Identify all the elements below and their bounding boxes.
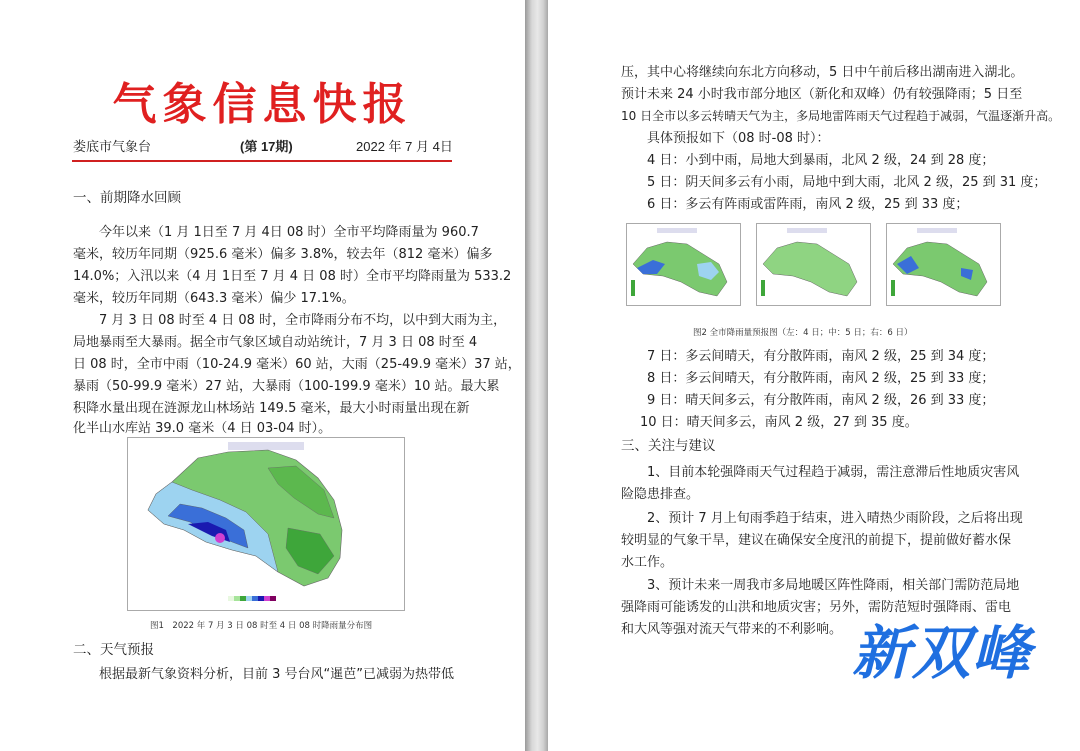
forecast-map-day4 xyxy=(626,223,741,306)
paragraph-line: 强降雨可能诱发的山洪和地质灾害；另外，需防范短时强降雨、雷电 xyxy=(621,600,1012,615)
paragraph-line: 根据最新气象资料分析，目前 3 号台风“暹芭”已减弱为热带低 xyxy=(99,667,455,682)
section3-heading: 三、关注与建议 xyxy=(621,438,716,454)
forecast-line: 6 日：多云有阵雨或雷阵雨，南风 2 级，25 到 33 度； xyxy=(647,197,969,212)
paragraph-line: 今年以来（1 月 1日至 7 月 4日 08 时）全市平均降雨量为 960.7 xyxy=(99,225,479,240)
forecast-line: 8 日：多云间晴天，有分散阵雨，南风 2 级，25 到 33 度； xyxy=(647,371,995,386)
paragraph-line: 日 08 时，全市中雨（10-24.9 毫米）60 站，大雨（25-49.9 毫米）37 站， xyxy=(73,357,521,372)
forecast-line: 7 日：多云间晴天，有分散阵雨，南风 2 级，25 到 34 度； xyxy=(647,349,995,364)
paragraph-line: 具体预报如下（08 时-08 时）： xyxy=(647,131,830,146)
paragraph-line: 预计未来 24 小时我市部分地区（新化和双峰）仍有较强降雨；5 日至 xyxy=(621,87,1023,102)
forecast-line: 9 日：晴天间多云，有分散阵雨，南风 2 级，26 到 33 度； xyxy=(647,393,995,408)
issue-date: 2022 年 7 月 4日 xyxy=(356,139,453,154)
paragraph-line: 10 日全市以多云转晴天气为主，多局地雷阵雨天气过程趋于减弱，气温逐渐升高。 xyxy=(621,109,1061,123)
document-page-left xyxy=(0,0,525,751)
forecast-line: 4 日：小到中雨，局地大到暴雨，北风 2 级，24 到 28 度； xyxy=(647,153,995,168)
forecast-map-day6 xyxy=(886,223,1001,306)
paragraph-line: 毫米，较历年同期（643.3 毫米）偏少 17.1%。 xyxy=(73,291,355,306)
paragraph-line: 化半山水库站 39.0 毫米（4 日 03-04 时）。 xyxy=(73,421,332,436)
paragraph-line: 压，其中心将继续向东北方向移动，5 日中午前后移出湖南进入湖北。 xyxy=(621,65,1024,80)
section2-heading: 二、天气预报 xyxy=(73,642,154,658)
paragraph-line: 7 月 3 日 08 时至 4 日 08 时，全市降雨分布不均，以中到大雨为主， xyxy=(99,313,507,328)
section1-heading: 一、前期降水回顾 xyxy=(73,190,181,206)
paragraph-line: 积降水量出现在涟源龙山林场站 149.5 毫米，最大小时雨量出现在新 xyxy=(73,401,470,416)
figure1-caption: 图1 2022 年 7 月 3 日 08 时至 4 日 08 时降雨量分布图 xyxy=(150,621,373,631)
paragraph-line: 险隐患排查。 xyxy=(621,487,700,502)
paragraph-line: 和大风等强对流天气带来的不利影响。 xyxy=(621,622,843,637)
paragraph-line: 局地暴雨至大暴雨。据全市气象区域自动站统计，7 月 3 日 08 时至 4 xyxy=(73,335,478,350)
figure2-caption: 图2 全市降雨量预报图（左：4 日；中：5 日；右：6 日） xyxy=(693,328,913,338)
page-gutter xyxy=(525,0,548,751)
forecast-line: 5 日：阴天间多云有小雨，局地中到大雨，北风 2 级，25 到 31 度； xyxy=(647,175,1047,190)
forecast-line: 10 日：晴天间多云，南风 2 级，27 到 35 度。 xyxy=(640,415,918,430)
paragraph-line: 14.0%；入汛以来（4 月 1日至 7 月 4 日 08 时）全市平均降雨量为 533.2 xyxy=(73,269,512,284)
rain-map-figure xyxy=(127,437,405,611)
paragraph-line: 暴雨（50-99.9 毫米）27 站，大暴雨（100-199.9 毫米）10 站。最大累 xyxy=(73,379,500,394)
header-rule xyxy=(72,160,452,162)
paragraph-line: 3、预计未来一周我市多局地暖区阵性降雨，相关部门需防范局地 xyxy=(647,578,1020,593)
org-name: 娄底市气象台 xyxy=(73,139,152,154)
paragraph-line: 1、目前本轮强降雨天气过程趋于减弱，需注意滞后性地质灾害风 xyxy=(647,465,1020,480)
paragraph-line: 2、预计 7 月上旬雨季趋于结束，进入晴热少雨阶段，之后将出现 xyxy=(647,511,1023,526)
paragraph-line: 毫米，较历年同期（925.6 毫米）偏多 3.8%，较去年（812 毫米）偏多 xyxy=(73,247,493,262)
watermark-logo: 新双峰 xyxy=(852,619,1033,687)
forecast-map-day5 xyxy=(756,223,871,306)
issue-number: (第 17期) xyxy=(240,139,293,154)
paragraph-line: 较明显的气象干旱，建议在确保安全度汛的前提下，提前做好蓄水保 xyxy=(621,533,1012,548)
paragraph-line: 水工作。 xyxy=(621,555,674,570)
bulletin-title: 气象信息快报 xyxy=(112,79,413,130)
